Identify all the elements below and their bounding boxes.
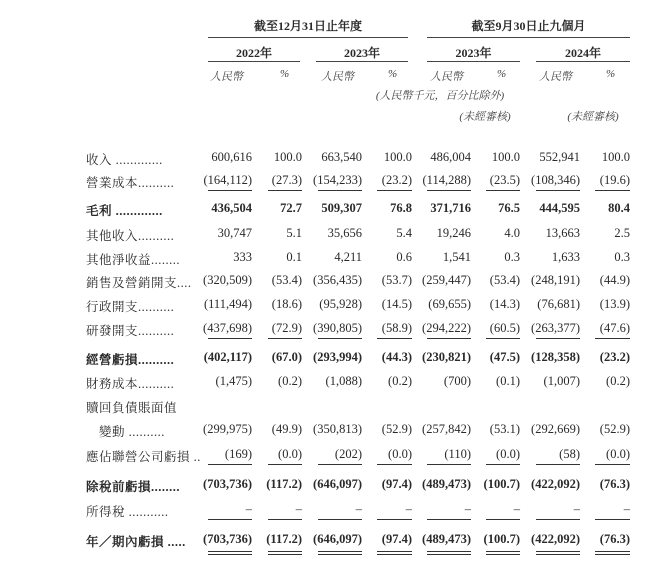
amount-2023-9m-cell: (489,473) bbox=[422, 477, 471, 491]
percent-2022-cell: (67.0) bbox=[271, 350, 302, 364]
amount-2023-9m-cell: 371,716 bbox=[430, 201, 471, 215]
percent-2024-9m-cell: 0.3 bbox=[614, 250, 630, 264]
underline bbox=[318, 190, 362, 191]
percent-2024-9m-cell: (52.9) bbox=[599, 422, 630, 436]
amount-2024-9m-cell: (422,092) bbox=[531, 532, 580, 546]
underline bbox=[208, 338, 252, 339]
amount-2022-cell: (299,975) bbox=[203, 422, 252, 436]
underline bbox=[595, 519, 630, 520]
amount-2024-9m-cell: 1,633 bbox=[551, 250, 580, 264]
table-row bbox=[0, 226, 660, 248]
underline bbox=[318, 519, 362, 520]
table-row bbox=[0, 150, 660, 172]
amount-2024-9m-cell: (128,358) bbox=[531, 350, 580, 364]
underline bbox=[208, 190, 252, 191]
underline bbox=[536, 190, 580, 191]
percent-2023-cell: (58.9) bbox=[381, 321, 412, 335]
percent-2023-9m-cell: 76.5 bbox=[498, 201, 520, 215]
amount-2024-9m-cell: (1,007) bbox=[543, 374, 580, 388]
underline bbox=[427, 338, 471, 339]
amount-2024-9m-cell: (76,681) bbox=[537, 297, 580, 311]
percent-2023-cell: (44.3) bbox=[381, 350, 412, 364]
percent-2023-cell: – bbox=[405, 502, 412, 516]
percent-2022-cell: 5.1 bbox=[286, 226, 302, 240]
underline bbox=[318, 464, 362, 465]
amount-2022-cell: (402,117) bbox=[203, 350, 252, 364]
row-label: 銷售及營銷開支.... bbox=[86, 276, 192, 290]
amount-2022-cell: (169) bbox=[224, 447, 252, 461]
underline bbox=[427, 190, 471, 191]
amount-2023-9m-cell: 19,246 bbox=[436, 226, 471, 240]
amount-2022-cell: 436,504 bbox=[211, 201, 252, 215]
row-label: 除稅前虧損........ bbox=[86, 480, 181, 494]
percent-2024-9m-cell: 100.0 bbox=[601, 150, 630, 164]
percent-2023-9m-cell: 4.0 bbox=[504, 226, 520, 240]
percent-2023-9m-cell: (60.5) bbox=[489, 321, 520, 335]
amount-2023-cell: (390,805) bbox=[313, 321, 362, 335]
percent-2023-cell: (53.7) bbox=[381, 273, 412, 287]
double-underline bbox=[268, 551, 302, 555]
row-label: 經營虧損.......... bbox=[86, 353, 175, 367]
table-row bbox=[0, 502, 660, 524]
percent-2023-9m-cell: (47.5) bbox=[489, 350, 520, 364]
table-row bbox=[0, 350, 660, 372]
percent-2022-cell: 72.7 bbox=[280, 201, 302, 215]
divider bbox=[208, 61, 300, 62]
table-row bbox=[0, 173, 660, 195]
amount-2023-9m-cell: – bbox=[464, 502, 471, 516]
divider bbox=[536, 61, 630, 62]
unit-currency: 人民幣 bbox=[430, 71, 463, 83]
percent-2023-cell: 5.4 bbox=[396, 226, 412, 240]
table-row bbox=[0, 273, 660, 295]
percent-2024-9m-cell: (47.6) bbox=[599, 321, 630, 335]
amount-2023-9m-cell: (110) bbox=[444, 447, 471, 461]
percent-2024-9m-cell: 80.4 bbox=[608, 201, 630, 215]
row-label: 其他收入.......... bbox=[86, 229, 175, 243]
amount-2023-9m-cell: (69,655) bbox=[428, 297, 471, 311]
percent-2024-9m-cell: (76.3) bbox=[599, 532, 630, 546]
percent-2022-cell: – bbox=[295, 502, 302, 516]
amount-2022-cell: – bbox=[245, 502, 252, 516]
divider bbox=[427, 37, 630, 38]
percent-2024-9m-cell: (23.2) bbox=[599, 350, 630, 364]
percent-2024-9m-cell: – bbox=[623, 502, 630, 516]
percent-2023-cell: (52.9) bbox=[381, 422, 412, 436]
amount-2022-cell: 333 bbox=[233, 250, 252, 264]
percent-2022-cell: (49.9) bbox=[271, 422, 302, 436]
underline bbox=[427, 519, 471, 520]
percent-2023-cell: (97.4) bbox=[381, 477, 412, 491]
amount-2024-9m-cell: 444,595 bbox=[539, 201, 580, 215]
double-underline bbox=[377, 551, 412, 555]
amount-2023-9m-cell: 486,004 bbox=[430, 150, 471, 164]
amount-2023-9m-cell: (257,842) bbox=[422, 422, 471, 436]
amount-2023-9m-cell: (294,222) bbox=[422, 321, 471, 335]
amount-2022-cell: (111,494) bbox=[203, 297, 252, 311]
row-label: 行政開支.......... bbox=[86, 300, 175, 314]
percent-2024-9m-cell: (13.9) bbox=[599, 297, 630, 311]
amount-2023-cell: (350,813) bbox=[313, 422, 362, 436]
double-underline bbox=[595, 551, 630, 555]
percent-2024-9m-cell: (0.0) bbox=[606, 447, 630, 461]
percent-2022-cell: (0.0) bbox=[278, 447, 302, 461]
percent-2022-cell: (117.2) bbox=[266, 477, 302, 491]
percent-2023-9m-cell: – bbox=[513, 502, 520, 516]
row-label: 財務成本.......... bbox=[86, 377, 175, 391]
percent-2023-cell: 76.8 bbox=[390, 201, 412, 215]
percent-2023-9m-cell: (14.3) bbox=[489, 297, 520, 311]
underline bbox=[377, 190, 412, 191]
row-label: 營業成本.......... bbox=[86, 176, 175, 190]
table-row bbox=[0, 422, 660, 444]
percent-2024-9m-cell: 2.5 bbox=[614, 226, 630, 240]
percent-2022-cell: (53.4) bbox=[271, 273, 302, 287]
amount-2023-cell: 663,540 bbox=[321, 150, 362, 164]
percent-2022-cell: (27.3) bbox=[271, 173, 302, 187]
underline bbox=[486, 338, 520, 339]
amount-2023-9m-cell: (259,447) bbox=[422, 273, 471, 287]
year-header-2023-9m: 2023年 bbox=[455, 46, 492, 60]
percent-2023-cell: (0.2) bbox=[388, 374, 412, 388]
table-row bbox=[0, 398, 660, 420]
amount-2024-9m-cell: (263,377) bbox=[531, 321, 580, 335]
amount-2024-9m-cell: 552,941 bbox=[539, 150, 580, 164]
amount-2023-cell: 509,307 bbox=[321, 201, 362, 215]
percent-2023-9m-cell: 100.0 bbox=[491, 150, 520, 164]
unit-percent: % bbox=[497, 68, 507, 80]
underline bbox=[595, 190, 630, 191]
table-row bbox=[0, 201, 660, 223]
amount-2023-9m-cell: (114,288) bbox=[422, 173, 471, 187]
unaudited-note: (未經審核) bbox=[567, 111, 619, 123]
group-header-nine-months: 截至9月30日止九個月 bbox=[471, 19, 586, 33]
double-underline bbox=[208, 551, 252, 555]
year-header-2022: 2022年 bbox=[235, 46, 272, 60]
percent-2023-9m-cell: (53.1) bbox=[489, 422, 520, 436]
amount-2023-cell: (95,928) bbox=[319, 297, 362, 311]
amount-2023-cell: (1,088) bbox=[325, 374, 362, 388]
percent-2023-cell: (0.0) bbox=[388, 447, 412, 461]
amount-2024-9m-cell: (58) bbox=[559, 447, 580, 461]
percent-2022-cell: (0.2) bbox=[278, 374, 302, 388]
percent-2023-cell: (23.2) bbox=[381, 173, 412, 187]
underline bbox=[377, 519, 412, 520]
amount-2023-cell: (293,994) bbox=[313, 350, 362, 364]
underline bbox=[595, 338, 630, 339]
table-row bbox=[0, 477, 660, 499]
row-label: 年／期內虧損 ..... bbox=[86, 535, 186, 549]
underline bbox=[536, 519, 580, 520]
double-underline bbox=[318, 551, 362, 555]
row-label: 收入 ............. bbox=[86, 153, 163, 167]
percent-2023-cell: 0.6 bbox=[396, 250, 412, 264]
percent-2022-cell: 0.1 bbox=[286, 250, 302, 264]
amount-2022-cell: 600,616 bbox=[211, 150, 252, 164]
percent-2023-9m-cell: (0.0) bbox=[496, 447, 520, 461]
row-label: 所得稅 ........... bbox=[86, 505, 169, 519]
divider bbox=[316, 61, 408, 62]
amount-2022-cell: (703,736) bbox=[203, 532, 252, 546]
percent-2023-9m-cell: 0.3 bbox=[504, 250, 520, 264]
amount-2023-9m-cell: (230,821) bbox=[422, 350, 471, 364]
percent-2023-9m-cell: (0.1) bbox=[496, 374, 520, 388]
divider bbox=[208, 37, 408, 38]
amount-2023-cell: (646,097) bbox=[313, 477, 362, 491]
amount-2023-cell: 35,656 bbox=[327, 226, 362, 240]
amount-2023-9m-cell: (489,473) bbox=[422, 532, 471, 546]
underline bbox=[268, 338, 302, 339]
percent-2024-9m-cell: (19.6) bbox=[599, 173, 630, 187]
amount-2024-9m-cell: 13,663 bbox=[545, 226, 580, 240]
amount-2024-9m-cell: (248,191) bbox=[531, 273, 580, 287]
amount-2023-cell: (154,233) bbox=[313, 173, 362, 187]
amount-2023-cell: (202) bbox=[334, 447, 362, 461]
amount-2022-cell: (437,698) bbox=[203, 321, 252, 335]
unit-currency: 人民幣 bbox=[539, 71, 572, 83]
row-label: 應佔聯營公司虧損 .. bbox=[86, 450, 201, 464]
amount-2024-9m-cell: – bbox=[573, 502, 580, 516]
table-row bbox=[0, 297, 660, 319]
percent-2023-cell: 100.0 bbox=[383, 150, 412, 164]
percent-2023-cell: (97.4) bbox=[381, 532, 412, 546]
percent-2024-9m-cell: (76.3) bbox=[599, 477, 630, 491]
year-header-2024-9m: 2024年 bbox=[564, 46, 601, 60]
amount-2023-cell: 4,211 bbox=[334, 250, 362, 264]
unit-currency: 人民幣 bbox=[321, 71, 354, 83]
table-row bbox=[0, 250, 660, 272]
divider bbox=[427, 61, 520, 62]
underline bbox=[268, 190, 302, 191]
amount-2023-cell: – bbox=[355, 502, 362, 516]
table-row bbox=[0, 321, 660, 343]
unit-note: (人民幣千元，百分比除外) bbox=[375, 90, 505, 102]
underline bbox=[208, 464, 252, 465]
underline bbox=[268, 519, 302, 520]
underline bbox=[268, 464, 302, 465]
percent-2022-cell: (117.2) bbox=[266, 532, 302, 546]
underline bbox=[377, 464, 412, 465]
year-header-2023: 2023年 bbox=[343, 46, 380, 60]
table-row bbox=[0, 447, 660, 469]
row-label: 其他淨收益........ bbox=[86, 253, 181, 267]
row-label: 變動 .......... bbox=[86, 425, 165, 439]
amount-2022-cell: (703,736) bbox=[203, 477, 252, 491]
amount-2022-cell: (1,475) bbox=[215, 374, 252, 388]
row-label: 贖回負債賬面值 bbox=[86, 401, 178, 415]
row-label: 研發開支.......... bbox=[86, 324, 175, 338]
amount-2022-cell: 30,747 bbox=[217, 226, 252, 240]
underline bbox=[486, 519, 520, 520]
amount-2022-cell: (164,112) bbox=[203, 173, 252, 187]
percent-2023-9m-cell: (53.4) bbox=[489, 273, 520, 287]
amount-2023-cell: (646,097) bbox=[313, 532, 362, 546]
amount-2022-cell: (320,509) bbox=[203, 273, 252, 287]
amount-2023-9m-cell: 1,541 bbox=[442, 250, 471, 264]
amount-2023-9m-cell: (700) bbox=[443, 374, 471, 388]
percent-2023-9m-cell: (100.7) bbox=[483, 477, 520, 491]
unit-percent: % bbox=[388, 68, 398, 80]
underline bbox=[486, 464, 520, 465]
double-underline bbox=[427, 551, 471, 555]
underline bbox=[318, 338, 362, 339]
amount-2024-9m-cell: (108,346) bbox=[531, 173, 580, 187]
underline bbox=[536, 464, 580, 465]
percent-2023-cell: (14.5) bbox=[381, 297, 412, 311]
amount-2023-cell: (356,435) bbox=[313, 273, 362, 287]
underline bbox=[377, 338, 412, 339]
unit-currency: 人民幣 bbox=[210, 71, 243, 83]
percent-2022-cell: (72.9) bbox=[271, 321, 302, 335]
percent-2024-9m-cell: (44.9) bbox=[599, 273, 630, 287]
underline bbox=[486, 190, 520, 191]
unit-percent: % bbox=[280, 68, 290, 80]
percent-2023-9m-cell: (100.7) bbox=[483, 532, 520, 546]
underline bbox=[208, 519, 252, 520]
double-underline bbox=[536, 551, 580, 555]
amount-2024-9m-cell: (422,092) bbox=[531, 477, 580, 491]
percent-2024-9m-cell: (0.2) bbox=[606, 374, 630, 388]
amount-2024-9m-cell: (292,669) bbox=[531, 422, 580, 436]
underline bbox=[536, 338, 580, 339]
percent-2023-9m-cell: (23.5) bbox=[489, 173, 520, 187]
unit-percent: % bbox=[606, 68, 616, 80]
double-underline bbox=[486, 551, 520, 555]
group-header-annual: 截至12月31日止年度 bbox=[253, 19, 362, 33]
percent-2022-cell: (18.6) bbox=[271, 297, 302, 311]
row-label: 毛利 ............. bbox=[86, 204, 163, 218]
table-row bbox=[0, 532, 660, 554]
underline bbox=[595, 464, 630, 465]
table-row bbox=[0, 374, 660, 396]
underline bbox=[427, 464, 471, 465]
unaudited-note: (未經審核) bbox=[459, 111, 511, 123]
percent-2022-cell: 100.0 bbox=[273, 150, 302, 164]
